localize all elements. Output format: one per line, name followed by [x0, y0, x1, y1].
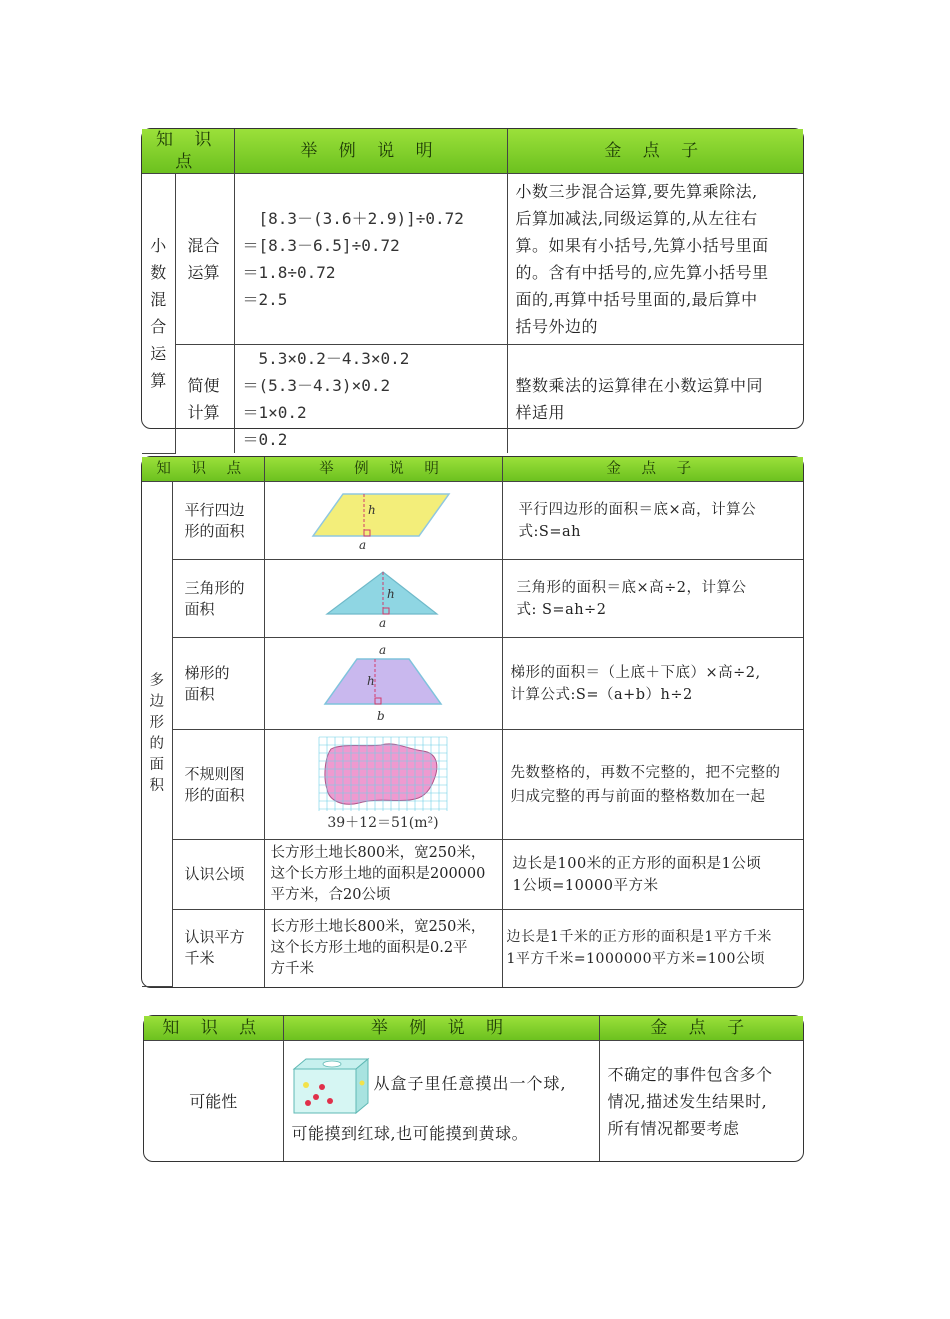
header-knowledge: 知 识 点: [142, 129, 234, 174]
header-example: 举 例 说 明: [283, 1016, 599, 1041]
table-header: [142, 457, 803, 482]
svg-text:a: a: [379, 615, 387, 630]
row-tip: 平行四边形的面积＝底×高，计算公 式:S=ah: [502, 482, 803, 560]
table-row: [142, 638, 803, 730]
table-row: [142, 482, 803, 560]
row-label: 不规则图 形的面积: [172, 730, 264, 840]
row-tip: 梯形的面积＝（上底＋下底）×高÷2, 计算公式:S=（a+b）h÷2: [502, 638, 803, 730]
row-tip: 三角形的面积＝底×高÷2，计算公 式: S=ah÷2: [502, 560, 803, 638]
parallelogram-figure: [264, 482, 502, 560]
row-label: 平行四边 形的面积: [172, 482, 264, 560]
row-tip: 边长是100米的正方形的面积是1公顷 1公顷=10000平方米: [502, 840, 803, 910]
ball-box-icon: [292, 1057, 372, 1115]
row-example: 长方形土地长800米，宽250米， 这个长方形土地的面积是200000 平方米，合20公顷: [264, 840, 502, 910]
table-row: [142, 560, 803, 638]
header-knowledge: 知 识 点: [142, 457, 264, 482]
row-label: 简便 计算: [175, 345, 234, 454]
table-possibility: [143, 1015, 804, 1162]
table-header: [142, 129, 803, 174]
row-label: 三角形的 面积: [172, 560, 264, 638]
parallelogram-shape: [313, 490, 453, 552]
row-tip: 先数整格的，再数不完整的，把不完整的 归成完整的再与前面的整格数加在一起: [502, 730, 803, 840]
table-row: [144, 1041, 803, 1162]
row-tip: 边长是1千米的正方形的面积是1平方千米 1平方千米=1000000平方米=100公顷: [502, 910, 803, 987]
table-row: [142, 910, 803, 987]
table-row: [142, 840, 803, 910]
header-knowledge: 知 识 点: [144, 1016, 283, 1041]
header-tip: 金 点 子: [502, 457, 803, 482]
row-example: 5.3×0.2－4.3×0.2 ＝(5.3－4.3)×0.2 ＝1×0.2 ＝0.2: [234, 345, 507, 454]
grid-blob-shape: [319, 737, 447, 811]
table-decimal-operations: [141, 128, 804, 449]
row-example: [8.3－(3.6＋2.9)]÷0.72 ＝[8.3－6.5]÷0.72 ＝1.8÷0.72 ＝2.5: [234, 174, 507, 345]
header-example: 举 例 说 明: [234, 129, 507, 174]
row-example: 从盒子里任意摸出一个球, 可能摸到红球,也可能摸到黄球。: [283, 1041, 599, 1162]
trapezoid-figure: [264, 638, 502, 730]
trapezoid-shape: [323, 644, 443, 724]
table-row: [142, 174, 803, 345]
header-tip: 金 点 子: [599, 1016, 803, 1041]
table-header: [144, 1016, 803, 1041]
irregular-figure: [264, 730, 502, 840]
svg-text:h: h: [387, 586, 395, 601]
row-label: 梯形的 面积: [172, 638, 264, 730]
triangle-shape: [325, 568, 441, 630]
svg-text:h: h: [367, 673, 375, 688]
group-label: 小 数 混 合 运 算: [142, 174, 175, 454]
irregular-caption: 39＋12＝51(m²): [327, 814, 439, 831]
row-label: 认识平方 千米: [172, 910, 264, 987]
group-label: 多 边 形 的 面 积: [142, 482, 172, 987]
svg-text:a: a: [359, 537, 367, 552]
header-tip: 金 点 子: [507, 129, 803, 174]
table-polygon-area: [141, 456, 804, 988]
header-example: 举 例 说 明: [264, 457, 502, 482]
svg-text:h: h: [368, 502, 376, 517]
row-label: 混合 运算: [175, 174, 234, 345]
row-tip: 不确定的事件包含多个 情况,描述发生结果时, 所有情况都要考虑: [599, 1041, 803, 1162]
row-tip: 整数乘法的运算律在小数运算中同 样适用: [507, 345, 803, 454]
row-label: 认识公顷: [172, 840, 264, 910]
triangle-figure: [264, 560, 502, 638]
table-row: [142, 345, 803, 454]
row-label: 可能性: [144, 1041, 283, 1162]
row-tip: 小数三步混合运算,要先算乘除法, 后算加减法,同级运算的,从左往右 算。如果有小括号,先算小括号里面 的。含有中括号的,应先算小括号里 面的,再算中括号里面的,最后算中 括号外边的: [507, 174, 803, 345]
row-example: 长方形土地长800米，宽250米， 这个长方形土地的面积是0.2平 方千米: [264, 910, 502, 987]
svg-text:a: a: [379, 642, 387, 657]
svg-text:b: b: [377, 708, 385, 723]
table-row: [142, 730, 803, 840]
